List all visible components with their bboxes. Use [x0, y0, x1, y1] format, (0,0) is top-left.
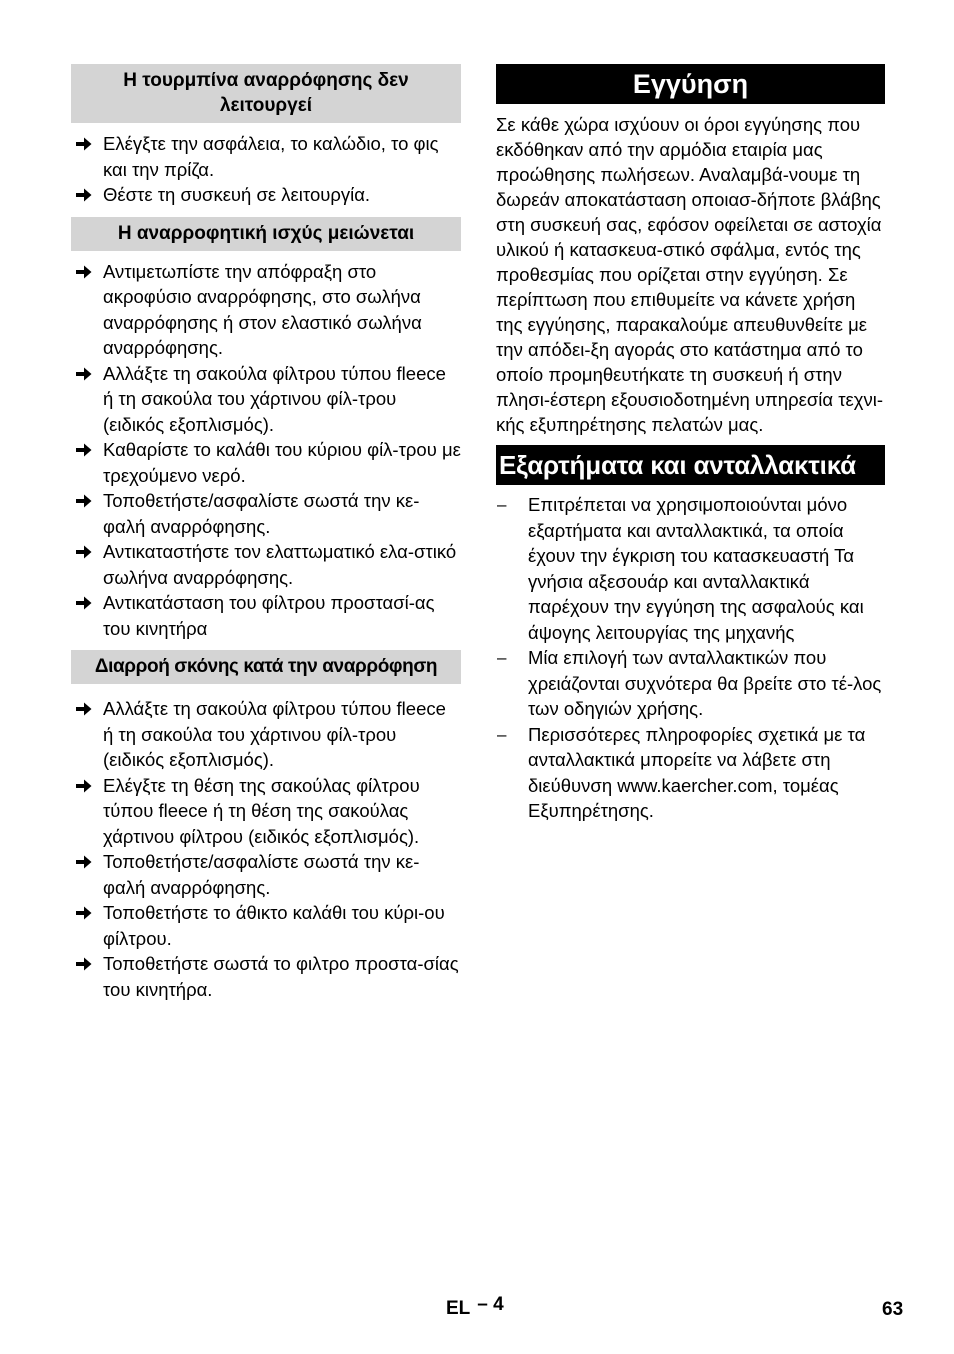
list-suction-power [71, 259, 461, 642]
arrow-right-icon [76, 366, 92, 382]
arrow-right-icon [76, 854, 92, 870]
list-item: Τοποθετήστε/ασφαλίστε σωστά την κε-φαλή αναρρόφησης. [71, 488, 461, 539]
right-column [496, 64, 885, 824]
language-code: EL [446, 1298, 470, 1319]
list-item: – Περισσότερες πληροφορίες σχετικά με τα ανταλλακτικά μπορείτε να λάβετε στη διεύθυνση www.kaercher.com, τομέας Εξυπηρέτησης. [497, 723, 866, 821]
list-turbine [71, 131, 461, 208]
list-item: Καθαρίστε το καλάθι του κύριου φίλ-τρου με τρεχούμενο νερό. [71, 437, 461, 488]
list-item: – Επιτρέπεται να χρησιμοποιούνται μόνο εξαρτήματα και ανταλλακτικά, τα οποία έχουν την έγκριση του κατασκευαστή Τα γνήσια αξεσουάρ και ανταλλακτικά παρέχουν την εγγύηση της ασφαλούς και άψογης λειτουργίας της μηχανής [497, 494, 864, 643]
section-heading-turbine: Η τουρμπίνα αναρρόφησης δεν λειτουργεί [71, 64, 461, 123]
dash-bullet: – [497, 495, 507, 514]
list-item: Ελέγξτε την ασφάλεια, το καλώδιο, το φις και την πρίζα. [71, 131, 461, 182]
list-accessories [496, 492, 885, 824]
section-heading-suction-power: Η αναρροφητική ισχύς μειώνεται [71, 217, 461, 251]
list-item: Αντιμετωπίστε την απόφραξη στο ακροφύσιο αναρρόφησης, στο σωλήνα αναρρόφησης ή στον ελαστικό σωλήνα αναρρόφησης. [71, 259, 461, 361]
accessories-heading: Εξαρτήματα και ανταλλακτικά [496, 445, 885, 485]
arrow-right-icon [76, 493, 92, 509]
section-heading-dust-leak: Διαρροή σκόνης κατά την αναρρόφηση [71, 650, 461, 684]
list-item: Αλλάξτε τη σακούλα φίλτρου τύπου fleece ή τη σακούλα του χάρτινου φίλ-τρου (ειδικός εξοπλισμός). [71, 361, 461, 438]
list-item: Τοποθετήστε/ασφαλίστε σωστά την κε-φαλή αναρρόφησης. [71, 849, 461, 900]
list-item: Τοποθετήστε σωστά το φιλτρο προστα-σίας του κινητήρα. [71, 951, 461, 1002]
warranty-text: Σε κάθε χώρα ισχύουν οι όροι εγγύησης που εκδόθηκαν από την αρμόδια εταιρία μας προώθησης πωλήσεων. Αναλαμβά-νουμε τη δωρεάν αποκατάσταση οποιασ-δήποτε βλάβης στη συσκευή σας, εφόσον οφείλεται σε αστοχία υλικού ή κατασκευα-στικό σφάλμα, εντός της προθεσμίας που ορίζεται στην εγγύηση. Σε περίπτωση που επιθυμείτε να κάνετε χρήση της εγγύησης, παρακαλούμε απευθυνθείτε με την απόδει-ξη αγοράς στο κατάστημα από το οποίο προμηθευτήκατε τη συσκευή ή στην πλησι-έστερη εξουσιοδοτημένη υπηρεσία τεχνι-κής εξυπηρέτησης πελατών μας. [496, 114, 884, 435]
list-dust-leak [71, 696, 461, 1002]
dash-bullet: – [497, 724, 507, 744]
list-item: Αλλάξτε τη σακούλα φίλτρου τύπου fleece ή τη σακούλα του χάρτινου φίλ-τρου (ειδικός εξοπλισμός). [71, 696, 461, 773]
footer-language-code [446, 1294, 504, 1320]
arrow-right-icon [76, 778, 92, 794]
list-item: Τοποθετήστε το άθικτο καλάθι του κύρι-ου φίλτρου. [71, 900, 461, 951]
arrow-right-icon [76, 442, 92, 458]
arrow-right-icon [76, 136, 92, 152]
arrow-right-icon [76, 956, 92, 972]
arrow-right-icon [76, 187, 92, 203]
page-number: 63 [882, 1299, 904, 1320]
warranty-heading: Εγγύηση [496, 64, 885, 104]
list-item: – Μία επιλογή των ανταλλακτικών που χρειάζονται συχνότερα θα βρείτε στο τέ-λος των οδηγιών χρήσης. [497, 647, 882, 719]
section-page: – 4 [477, 1294, 504, 1315]
list-item: Ελέγξτε τη θέση της σακούλας φίλτρου τύπου fleece ή τη θέση της σακούλας χάρτινου φίλτρου (ειδικός εξοπλισμός). [71, 773, 461, 850]
arrow-right-icon [76, 905, 92, 921]
left-column [71, 64, 461, 1002]
arrow-right-icon [76, 701, 92, 717]
dash-bullet: – [497, 648, 507, 667]
list-item: Αντικαταστήστε τον ελαττωματικό ελα-στικό σωλήνα αναρρόφησης. [71, 539, 461, 590]
list-item: Θέστε τη συσκευή σε λειτουργία. [71, 182, 461, 208]
arrow-right-icon [76, 264, 92, 280]
arrow-right-icon [76, 595, 92, 611]
list-item: Αντικατάσταση του φίλτρου προστασί-ας του κινητήρα [71, 590, 461, 641]
arrow-right-icon [76, 544, 92, 560]
